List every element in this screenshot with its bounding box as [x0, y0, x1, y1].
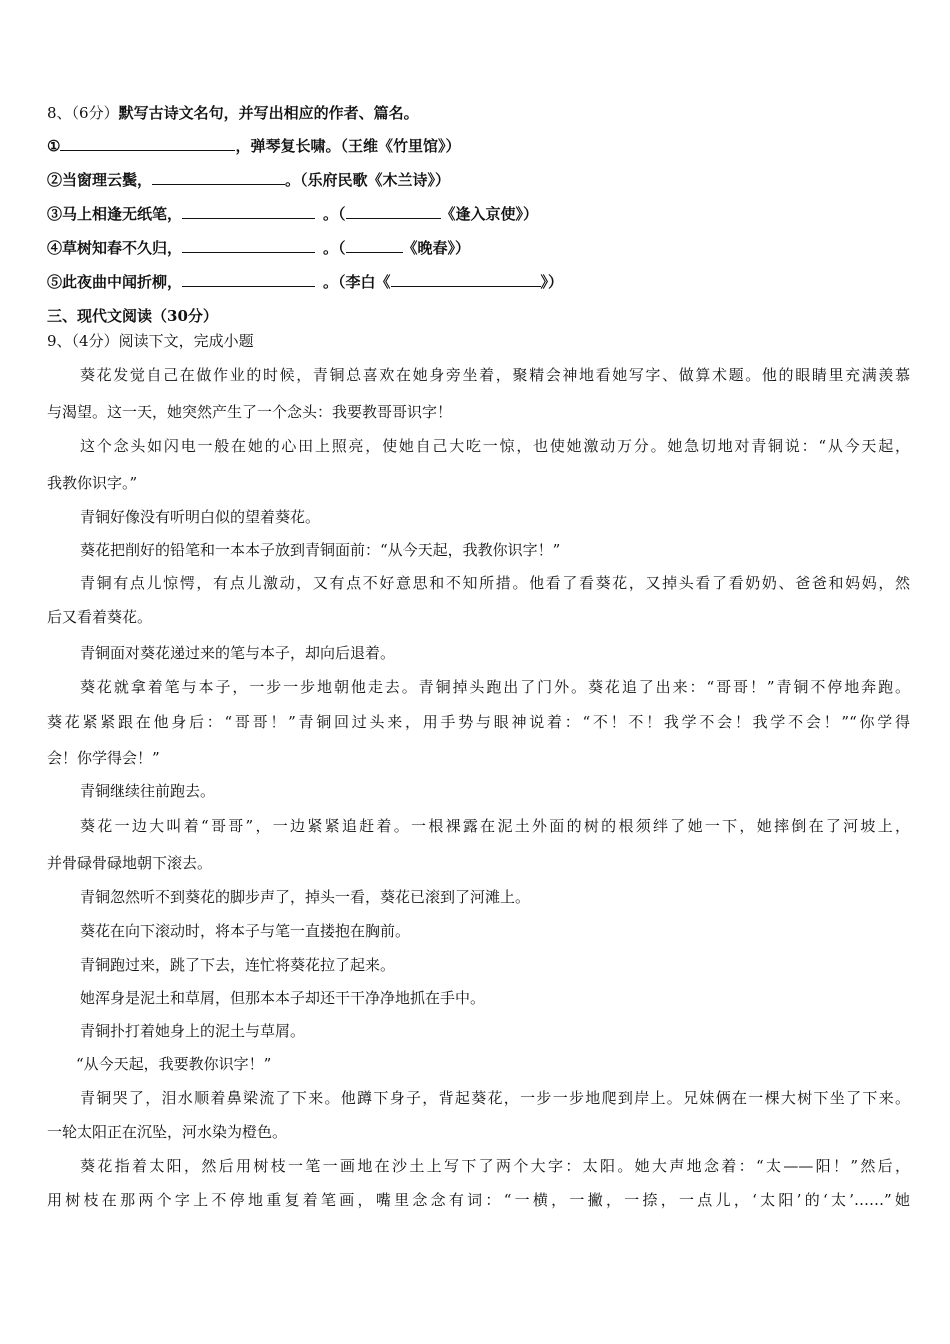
- q8-instruction: 默写古诗文名句，并写出相应的作者、篇名。: [118, 104, 419, 122]
- q8-item-5-post: 》）: [540, 273, 564, 291]
- passage-line: 后又看着葵花。: [47, 608, 153, 626]
- q8-item-2-mid: 。（乐府民歌《木兰诗》）: [285, 171, 451, 189]
- passage-line: 青铜面对葵花递过来的笔与本子，却向后退着。: [80, 644, 396, 662]
- q8-item-3-pre: ③马上相逢无纸笔，: [47, 205, 183, 223]
- q8-item-1: [47, 136, 910, 156]
- q8-score: （6分）: [71, 104, 119, 122]
- q8-header: [47, 103, 910, 123]
- q8-item-5-mid: 。（李白《: [323, 273, 391, 291]
- q8-item-5-pre: ⑤此夜曲中闻折柳，: [47, 273, 183, 291]
- q8-item-5-blank[interactable]: [182, 272, 315, 287]
- q8-item-1-pre: ①: [47, 137, 61, 155]
- q8-item-1-blank[interactable]: [60, 136, 235, 151]
- passage-line: 葵花在向下滚动时，将本子与笔一直搂抱在胸前。: [80, 922, 411, 940]
- passage-line: 葵花把削好的铅笔和一本本子放到青铜面前：“从今天起，我教你识字！”: [80, 541, 561, 559]
- q8-item-5: [47, 272, 910, 292]
- q8-item-3-author-blank[interactable]: [346, 204, 441, 219]
- passage-line: 葵花发觉自己在做作业的时候，青铜总喜欢在她身旁坐着，聚精会神地看她写字、做算术题。他的眼睛里充满羡慕: [80, 366, 910, 384]
- q8-item-4-post: 《晚春》）: [402, 239, 471, 257]
- q8-item-4: [47, 238, 910, 258]
- q8-item-3-post: 《逢入京使》）: [440, 205, 539, 223]
- passage-line: 葵花一边大叫着“哥哥”，一边紧紧追赶着。一根裸露在泥土外面的树的根须绊了她一下，她摔倒在了河坡上，: [80, 817, 910, 835]
- q8-item-2: [47, 170, 910, 190]
- passage-line: 青铜有点儿惊愕，有点儿激动，又有点不好意思和不知所措。他看了看葵花，又掉头看了看奶奶、爸爸和妈妈，然: [80, 574, 910, 592]
- q9-header: 9、（4分）阅读下文，完成小题: [47, 332, 254, 350]
- q8-item-3-mid: 。（: [323, 205, 346, 223]
- q8-item-5-title-blank[interactable]: [391, 272, 541, 287]
- q8-item-4-mid: 。（: [323, 239, 346, 257]
- q8-number: 8、: [47, 104, 72, 122]
- passage-line: 并骨碌骨碌地朝下滚去。: [47, 854, 213, 872]
- q8-item-2-blank[interactable]: [152, 170, 285, 185]
- q8-item-4-author-blank[interactable]: [346, 238, 403, 253]
- passage-line: “从今天起，我要教你识字！”: [76, 1055, 272, 1073]
- passage-line: 青铜继续往前跑去。: [80, 782, 216, 800]
- passage-line: 葵花就拿着笔与本子，一步一步地朝他走去。青铜掉头跑出了门外。葵花追了出来：“哥哥！”青铜不停地奔跑。: [80, 678, 910, 696]
- q8-item-3-blank[interactable]: [182, 204, 315, 219]
- passage-line: 葵花指着太阳，然后用树枝一笔一画地在沙土上写下了两个大字：太阳。她大声地念着：“太——阳！”然后，: [80, 1157, 910, 1175]
- q8-item-1-mid: ，弹琴复长啸。（王维《竹里馆》）: [235, 137, 461, 155]
- q8-item-2-pre: ②当窗理云鬓，: [47, 171, 153, 189]
- passage-line: 青铜忽然听不到葵花的脚步声了，掉头一看，葵花已滚到了河滩上。: [80, 888, 531, 906]
- passage-line: 与渴望。这一天，她突然产生了一个念头：我要教哥哥识字！: [47, 403, 453, 421]
- passage-line: 一轮太阳正在沉坠，河水染为橙色。: [47, 1123, 288, 1141]
- passage-line: 青铜跑过来，跳了下去，连忙将葵花拉了起来。: [80, 956, 396, 974]
- passage-line: 会！你学得会！”: [47, 749, 160, 767]
- q8-item-4-blank[interactable]: [182, 238, 315, 253]
- passage-line: 青铜哭了，泪水顺着鼻梁流了下来。他蹲下身子，背起葵花，一步一步地爬到岸上。兄妹俩在一棵大树下坐了下来。: [80, 1089, 910, 1107]
- q8-item-3: [47, 204, 910, 224]
- passage-line: 青铜好像没有听明白似的望着葵花。: [80, 508, 321, 526]
- passage-line: 我教你识字。”: [47, 474, 138, 492]
- passage-line: 用树枝在那两个字上不停地重复着笔画，嘴里念念有词：“一横，一撇，一捺，一点儿，‘太阳’的‘太’……”她: [47, 1191, 910, 1209]
- passage-line: 葵花紧紧跟在他身后：“哥哥！”青铜回过头来，用手势与眼神说着：“不！不！我学不会！我学不会！”“你学得: [47, 713, 910, 731]
- q8-item-4-pre: ④草树知春不久归，: [47, 239, 183, 257]
- passage-line: 她浑身是泥土和草屑，但那本本子却还干干净净地抓在手中。: [80, 989, 486, 1007]
- section-3-title: 三、现代文阅读（30分）: [47, 307, 218, 325]
- passage-line: 青铜扑打着她身上的泥土与草屑。: [80, 1022, 306, 1040]
- passage-line: 这个念头如闪电一般在她的心田上照亮，使她自己大吃一惊，也使她激动万分。她急切地对青铜说：“从今天起，: [80, 437, 910, 455]
